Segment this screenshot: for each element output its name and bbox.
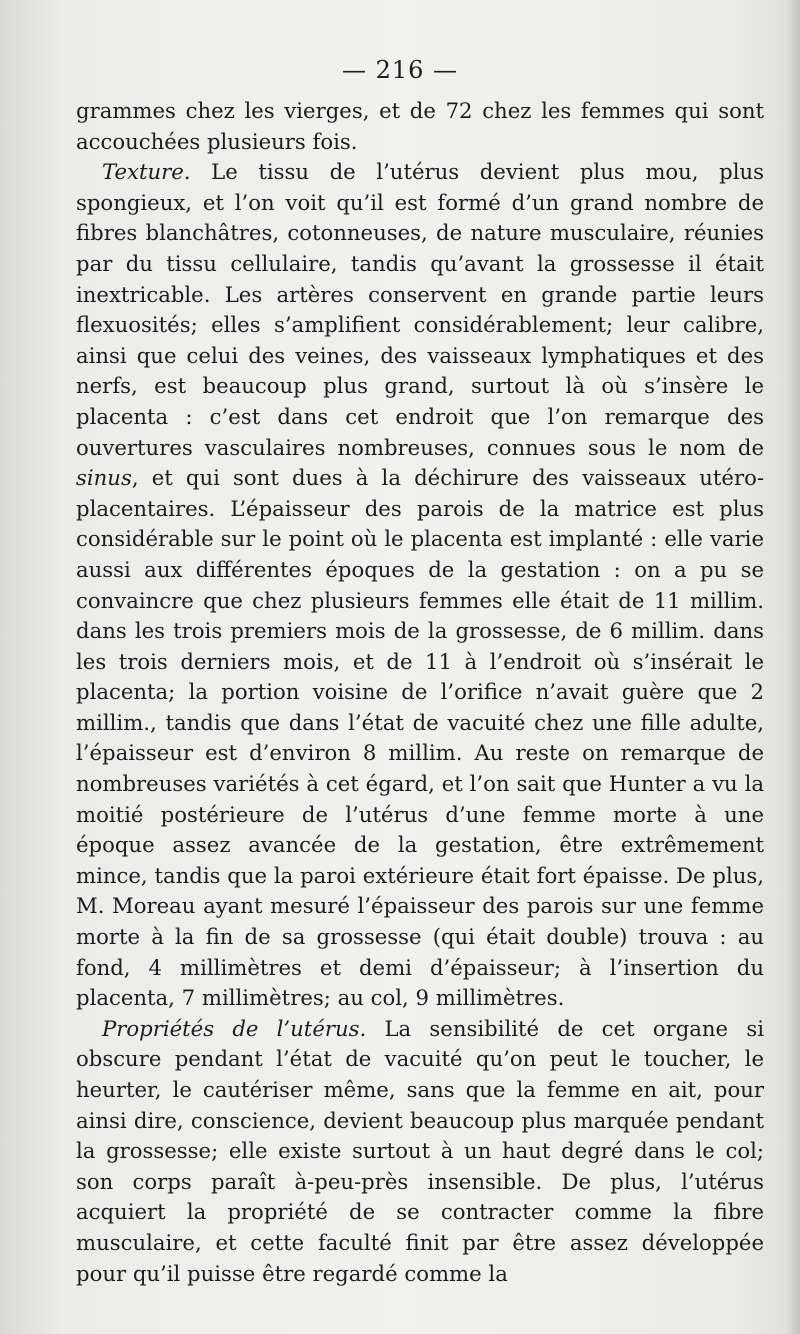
paragraph-texture-text-a: Le tissu de l’utérus devient plus mou, plus spongieux, et l’on voit qu’il est formé d’un grand nombre de fibres blanchâtres, cotonneuses, de nature musculaire, réunies par du tissu cellulaire, tandis qu’avant la grossesse il était inextricable. Les artères conservent en grande partie leurs flexuosités; elles s’amplifient considérablement; leur calibre, ainsi que celui des veines, des vaisseaux lymphatiques et des nerfs, est beaucoup plus grand, surtout là où s’insère le placenta : c’est dans cet endroit que l’on remarque des ouvertures vasculaires nombreuses, connues sous le nom de [76, 159, 764, 460]
paragraph-proprietes-text: La sensibilité de cet organe si obscure pendant l’état de vacuité qu’on peut le toucher, le heurter, le cautériser même, sans que la femme en ait, pour ainsi dire, conscience, devient beaucoup plus marquée pendant la grossesse; elle existe surtout à un haut degré dans le col; son corps paraît à-peu-près insensible. De plus, l’utérus acquiert la propriété de se contracter comme la fibre musculaire, et cette faculté finit par être assez développée pour qu’il puisse être regardé comme la [76, 1015, 764, 1286]
paragraph-texture-text-b: , et qui sont dues à la déchirure des vaisseaux utéro-placentaires. L’épaisseur des parois de la matrice est plus considérable sur le point où le placenta est implanté : elle varie aussi aux différentes époques de la gestation : on a pu se convaincre que chez plusieurs femmes elle était de 11 millim. dans les trois premiers mois de la grossesse, de 6 millim. dans les trois derniers mois, et de 11 à l’endroit où s’insérait le placenta; la portion voisine de l’orifice n’avait guère que 2 millim., tandis que dans l’état de vacuité chez une fille adulte, l’épaisseur est d’environ 8 millim. Au reste on remarque de nombreuses variétés à cet égard, et l’on sait que Hunter a vu la moitié postérieure de l’utérus d’une femme morte à une époque assez avancée de la gestation, être extrêmement mince, tandis que la paroi extérieure était fort épaisse. De plus, M. Moreau ayant mesuré l’épaisseur des parois sur une femme morte à la fin de sa grossesse (qui était double) trouva : au fond, 4 millimètres et demi d’épaisseur; à l’insertion du placenta, 7 millimètres; au col, 9 millimètres. [76, 465, 764, 1011]
section-heading-texture: Texture. [102, 159, 191, 185]
page-body [76, 96, 764, 1289]
page-number-header: — 216 — [341, 56, 459, 84]
paragraph-continuation: grammes chez les vierges, et de 72 chez les femmes qui sont accouchées plusieurs fois. [76, 98, 764, 154]
paragraph-texture [76, 157, 764, 1014]
page-spine-shadow [786, 0, 800, 1334]
section-heading-proprietes: Propriétés de l’utérus. [102, 1015, 367, 1041]
term-sinus: sinus [76, 465, 132, 491]
paragraph-proprietes [76, 1014, 764, 1289]
